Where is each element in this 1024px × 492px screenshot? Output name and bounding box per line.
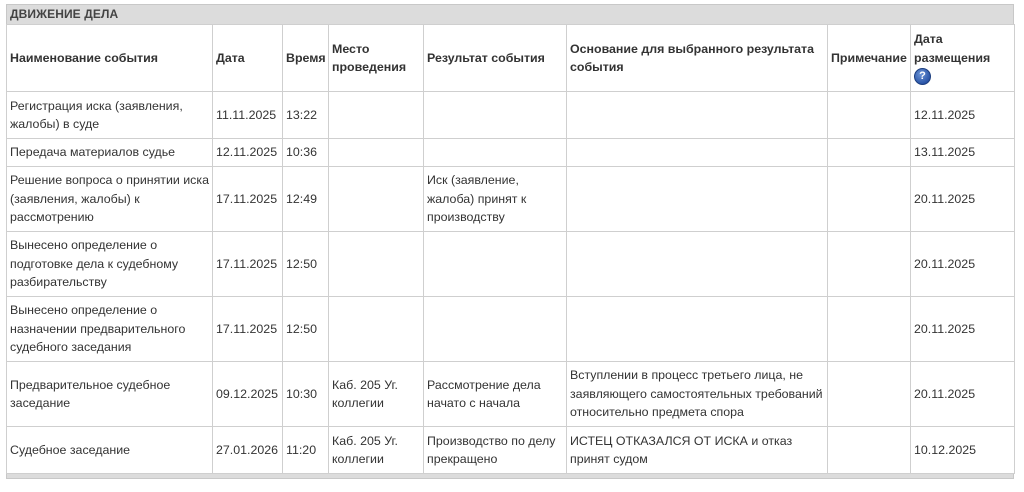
cell-posted: 12.11.2025 — [911, 92, 1015, 139]
table-row — [7, 167, 1015, 232]
column-header-time: Время — [283, 25, 329, 92]
table-row — [7, 297, 1015, 362]
cell-note — [828, 92, 911, 139]
cell-date: 12.11.2025 — [213, 139, 283, 167]
cell-basis — [567, 92, 828, 139]
column-header-result: Результат события — [424, 25, 567, 92]
column-header-note: Примечание — [828, 25, 911, 92]
cell-time: 12:50 — [283, 297, 329, 362]
cell-posted: 13.11.2025 — [911, 139, 1015, 167]
cell-place — [329, 297, 424, 362]
column-header-posted — [911, 25, 1015, 92]
cell-basis — [567, 139, 828, 167]
cell-place — [329, 139, 424, 167]
cell-place: Каб. 205 Уг. коллегии — [329, 362, 424, 427]
table-body — [7, 92, 1015, 474]
cell-date: 27.01.2026 — [213, 427, 283, 474]
cell-basis — [567, 232, 828, 297]
cell-note — [828, 139, 911, 167]
cell-result: Иск (заявление, жалоба) принят к производству — [424, 167, 567, 232]
table-row — [7, 362, 1015, 427]
cell-posted: 20.11.2025 — [911, 297, 1015, 362]
cell-time: 11:20 — [283, 427, 329, 474]
cell-place — [329, 232, 424, 297]
cell-time: 10:30 — [283, 362, 329, 427]
cell-time: 13:22 — [283, 92, 329, 139]
cell-time: 12:49 — [283, 167, 329, 232]
cell-note — [828, 427, 911, 474]
cell-result: Производство по делу прекращено — [424, 427, 567, 474]
cell-basis: ИСТЕЦ ОТКАЗАЛСЯ ОТ ИСКА и отказ принят судом — [567, 427, 828, 474]
cell-place: Каб. 205 Уг. коллегии — [329, 427, 424, 474]
cell-date: 09.12.2025 — [213, 362, 283, 427]
cell-result — [424, 232, 567, 297]
cell-result — [424, 297, 567, 362]
panel-footer-bar — [6, 474, 1014, 479]
cell-note — [828, 362, 911, 427]
cell-basis: Вступлении в процесс третьего лица, не заявляющего самостоятельных требований относительно предмета спора — [567, 362, 828, 427]
cell-result — [424, 139, 567, 167]
cell-event: Вынесено определение о подготовке дела к судебному разбирательству — [7, 232, 213, 297]
cell-note — [828, 167, 911, 232]
cell-event: Регистрация иска (заявления, жалобы) в суде — [7, 92, 213, 139]
column-header-place: Место проведения — [329, 25, 424, 92]
cell-date: 11.11.2025 — [213, 92, 283, 139]
case-events-table — [6, 24, 1015, 474]
column-header-date: Дата — [213, 25, 283, 92]
cell-date: 17.11.2025 — [213, 232, 283, 297]
cell-basis — [567, 297, 828, 362]
table-row — [7, 139, 1015, 167]
table-header-row — [7, 25, 1015, 92]
cell-time: 12:50 — [283, 232, 329, 297]
cell-place — [329, 167, 424, 232]
column-header-posted-label: Дата размещения — [914, 32, 991, 65]
cell-event: Судебное заседание — [7, 427, 213, 474]
cell-event: Передача материалов судье — [7, 139, 213, 167]
cell-event: Предварительное судебное заседание — [7, 362, 213, 427]
cell-posted: 20.11.2025 — [911, 167, 1015, 232]
column-header-basis: Основание для выбранного результата события — [567, 25, 828, 92]
cell-date: 17.11.2025 — [213, 167, 283, 232]
cell-event: Вынесено определение о назначении предварительного судебного заседания — [7, 297, 213, 362]
table-row — [7, 92, 1015, 139]
cell-result — [424, 92, 567, 139]
help-icon[interactable]: ? — [914, 68, 931, 85]
cell-note — [828, 232, 911, 297]
table-row — [7, 427, 1015, 474]
cell-posted: 20.11.2025 — [911, 362, 1015, 427]
cell-result: Рассмотрение дела начато с начала — [424, 362, 567, 427]
cell-note — [828, 297, 911, 362]
column-header-event: Наименование события — [7, 25, 213, 92]
cell-posted: 20.11.2025 — [911, 232, 1015, 297]
cell-event: Решение вопроса о принятии иска (заявления, жалобы) к рассмотрению — [7, 167, 213, 232]
case-movement-panel — [6, 4, 1014, 479]
cell-basis — [567, 167, 828, 232]
section-title: ДВИЖЕНИЕ ДЕЛА — [6, 4, 1014, 24]
cell-date: 17.11.2025 — [213, 297, 283, 362]
table-row — [7, 232, 1015, 297]
cell-posted: 10.12.2025 — [911, 427, 1015, 474]
cell-place — [329, 92, 424, 139]
cell-time: 10:36 — [283, 139, 329, 167]
